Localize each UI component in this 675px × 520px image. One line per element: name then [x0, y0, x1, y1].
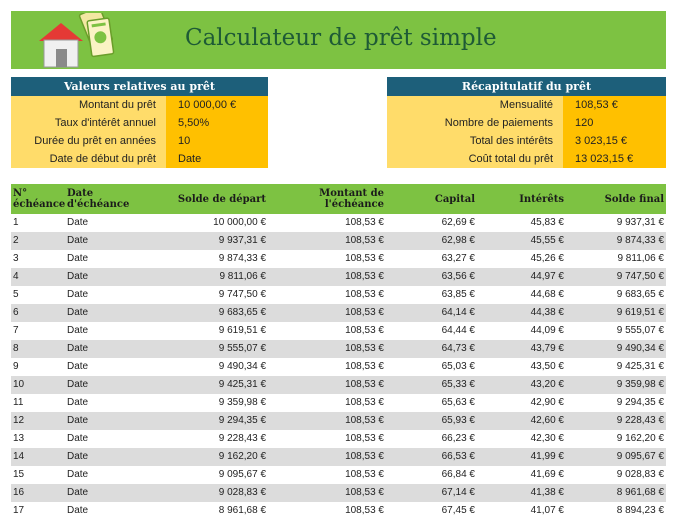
- cell-end-balance: 9 555,07 €: [616, 325, 664, 336]
- cell-interest: 45,55 €: [530, 235, 564, 246]
- cell-due-date: Date: [67, 253, 89, 264]
- cell-principal: 66,53 €: [441, 451, 475, 462]
- cell-due-date: Date: [67, 289, 89, 300]
- cell-due-date: Date: [67, 325, 89, 336]
- table-row: [11, 304, 666, 322]
- cell-payment-amount: 108,53 €: [345, 289, 384, 300]
- cell-end-balance: 9 359,98 €: [616, 379, 664, 390]
- cell-end-balance: 9 425,31 €: [616, 361, 664, 372]
- total-cost-label: Coût total du prêt: [387, 150, 563, 168]
- cell-start-balance: 9 619,51 €: [218, 325, 266, 336]
- loan-term-label: Durée du prêt en années: [11, 132, 166, 150]
- cell-interest: 43,20 €: [530, 379, 564, 390]
- table-row: [11, 286, 666, 304]
- table-row: [11, 412, 666, 430]
- cell-start-balance: 9 294,35 €: [218, 415, 266, 426]
- cell-payment-amount: 108,53 €: [345, 361, 384, 372]
- cell-payment-number: 7: [13, 325, 19, 336]
- cell-due-date: Date: [67, 487, 89, 498]
- cell-due-date: Date: [67, 469, 89, 480]
- start-date-row: [11, 150, 268, 168]
- cell-start-balance: 9 490,34 €: [218, 361, 266, 372]
- cell-payment-number: 11: [13, 397, 24, 408]
- cell-payment-amount: 108,53 €: [345, 505, 384, 516]
- cell-interest: 42,60 €: [530, 415, 564, 426]
- cell-payment-number: 6: [13, 307, 19, 318]
- header-banner: [11, 11, 666, 69]
- cell-due-date: Date: [67, 397, 89, 408]
- cell-interest: 42,30 €: [530, 433, 564, 444]
- loan-term-row: [11, 132, 268, 150]
- cell-interest: 44,38 €: [530, 307, 564, 318]
- header-end-balance: Solde final: [604, 193, 664, 205]
- cell-payment-amount: 108,53 €: [345, 253, 384, 264]
- cell-start-balance: 9 811,06 €: [219, 271, 266, 282]
- table-row: [11, 322, 666, 340]
- cell-end-balance: 9 747,50 €: [616, 271, 664, 282]
- cell-interest: 41,69 €: [530, 469, 564, 480]
- total-cost-value: 13 023,15 €: [563, 150, 666, 168]
- cell-end-balance: 9 228,43 €: [616, 415, 664, 426]
- cell-due-date: Date: [67, 343, 89, 354]
- cell-payment-number: 12: [13, 415, 25, 426]
- header-due-date: Date d'échéance: [67, 188, 130, 210]
- interest-rate-row: [11, 114, 268, 132]
- total-cost-row: [387, 150, 666, 168]
- cell-end-balance: 8 894,23 €: [616, 505, 664, 516]
- cell-payment-number: 10: [13, 379, 25, 390]
- cell-payment-number: 8: [13, 343, 19, 354]
- cell-payment-number: 9: [13, 361, 19, 372]
- start-date-input[interactable]: Date: [166, 150, 268, 168]
- cell-start-balance: 9 028,83 €: [218, 487, 266, 498]
- cell-due-date: Date: [67, 451, 89, 462]
- cell-payment-amount: 108,53 €: [345, 415, 384, 426]
- cell-interest: 45,26 €: [530, 253, 564, 264]
- cell-start-balance: 9 747,50 €: [218, 289, 266, 300]
- cell-start-balance: 9 874,33 €: [218, 253, 266, 264]
- cell-principal: 65,93 €: [441, 415, 475, 426]
- cell-end-balance: 8 961,68 €: [616, 487, 664, 498]
- house-money-icon: [33, 13, 115, 69]
- table-header: [11, 184, 666, 214]
- cell-payment-amount: 108,53 €: [345, 469, 384, 480]
- loan-amount-row: [11, 96, 268, 114]
- cell-payment-number: 17: [13, 505, 25, 516]
- cell-principal: 65,33 €: [441, 379, 475, 390]
- cell-start-balance: 8 961,68 €: [218, 505, 266, 516]
- cell-payment-number: 14: [13, 451, 25, 462]
- cell-end-balance: 9 095,67 €: [616, 451, 664, 462]
- table-row: [11, 484, 666, 502]
- cell-payment-amount: 108,53 €: [345, 379, 384, 390]
- cell-due-date: Date: [67, 307, 89, 318]
- loan-term-input[interactable]: 10: [166, 132, 268, 150]
- cell-interest: 43,79 €: [530, 343, 564, 354]
- cell-end-balance: 9 162,20 €: [616, 433, 664, 444]
- monthly-payment-value: 108,53 €: [563, 96, 666, 114]
- cell-payment-number: 5: [13, 289, 19, 300]
- monthly-payment-label: Mensualité: [387, 96, 563, 114]
- cell-principal: 66,23 €: [441, 433, 475, 444]
- cell-interest: 41,07 €: [530, 505, 564, 516]
- cell-interest: 42,90 €: [530, 397, 564, 408]
- cell-payment-amount: 108,53 €: [345, 451, 384, 462]
- header-payment-amount: Montant de l'échéance: [319, 188, 384, 210]
- table-row: [11, 394, 666, 412]
- header-principal: Capital: [434, 193, 475, 205]
- table-row: [11, 340, 666, 358]
- cell-start-balance: 9 228,43 €: [218, 433, 266, 444]
- cell-end-balance: 9 937,31 €: [616, 217, 664, 228]
- cell-payment-number: 2: [13, 235, 19, 246]
- cell-start-balance: 9 555,07 €: [218, 343, 266, 354]
- cell-payment-amount: 108,53 €: [345, 235, 384, 246]
- cell-payment-amount: 108,53 €: [345, 343, 384, 354]
- table-row: [11, 232, 666, 250]
- cell-due-date: Date: [67, 217, 89, 228]
- cell-principal: 64,44 €: [441, 325, 475, 336]
- loan-amount-input[interactable]: 10 000,00 €: [166, 96, 268, 114]
- cell-start-balance: 9 095,67 €: [218, 469, 266, 480]
- cell-principal: 62,98 €: [441, 235, 475, 246]
- cell-start-balance: 10 000,00 €: [213, 217, 266, 228]
- cell-interest: 44,09 €: [530, 325, 564, 336]
- cell-principal: 63,27 €: [441, 253, 475, 264]
- table-row: [11, 430, 666, 448]
- payment-count-row: [387, 114, 666, 132]
- cell-payment-amount: 108,53 €: [345, 433, 384, 444]
- cell-end-balance: 9 294,35 €: [616, 397, 664, 408]
- cell-end-balance: 9 490,34 €: [616, 343, 664, 354]
- payment-count-value: 120: [563, 114, 666, 132]
- table-row: [11, 502, 666, 520]
- header-payment-number-line2: échéance: [13, 199, 66, 210]
- cell-principal: 65,03 €: [441, 361, 475, 372]
- header-payment-number-line1: N°: [13, 188, 28, 199]
- cell-start-balance: 9 937,31 €: [218, 235, 266, 246]
- cell-principal: 64,73 €: [441, 343, 475, 354]
- table-row: [11, 358, 666, 376]
- cell-due-date: Date: [67, 415, 89, 426]
- cell-payment-amount: 108,53 €: [345, 325, 384, 336]
- cell-end-balance: 9 874,33 €: [616, 235, 664, 246]
- cell-interest: 44,97 €: [530, 271, 564, 282]
- cell-payment-number: 1: [13, 217, 19, 228]
- cell-end-balance: 9 683,65 €: [616, 289, 664, 300]
- table-row: [11, 448, 666, 466]
- cell-due-date: Date: [67, 271, 89, 282]
- cell-payment-amount: 108,53 €: [345, 271, 384, 282]
- cell-payment-number: 3: [13, 253, 19, 264]
- cell-due-date: Date: [67, 433, 89, 444]
- cell-principal: 66,84 €: [441, 469, 475, 480]
- table-row: [11, 376, 666, 394]
- header-start-balance: Solde de départ: [177, 193, 266, 205]
- cell-interest: 45,83 €: [530, 217, 564, 228]
- cell-principal: 63,56 €: [441, 271, 475, 282]
- loan-amount-label: Montant du prêt: [11, 96, 166, 114]
- cell-end-balance: 9 028,83 €: [616, 469, 664, 480]
- interest-rate-input[interactable]: 5,50%: [166, 114, 268, 132]
- total-interest-label: Total des intérêts: [387, 132, 563, 150]
- cell-due-date: Date: [67, 235, 89, 246]
- cell-start-balance: 9 162,20 €: [218, 451, 266, 462]
- cell-interest: 43,50 €: [530, 361, 564, 372]
- cell-principal: 65,63 €: [441, 397, 475, 408]
- cell-payment-number: 4: [13, 271, 19, 282]
- table-row: [11, 466, 666, 484]
- header-interest: Intérêts: [519, 193, 564, 205]
- cell-interest: 44,68 €: [530, 289, 564, 300]
- cell-payment-amount: 108,53 €: [345, 487, 384, 498]
- cell-principal: 67,14 €: [441, 487, 475, 498]
- cell-start-balance: 9 683,65 €: [218, 307, 266, 318]
- monthly-payment-row: [387, 96, 666, 114]
- cell-start-balance: 9 359,98 €: [218, 397, 266, 408]
- table-body: [11, 214, 666, 520]
- cell-payment-amount: 108,53 €: [345, 217, 384, 228]
- total-interest-value: 3 023,15 €: [563, 132, 666, 150]
- loan-summary-heading: Récapitulatif du prêt: [387, 77, 666, 96]
- table-row: [11, 250, 666, 268]
- cell-interest: 41,38 €: [530, 487, 564, 498]
- amortization-table: [11, 184, 666, 520]
- start-date-label: Date de début du prêt: [11, 150, 166, 168]
- interest-rate-label: Taux d'intérêt annuel: [11, 114, 166, 132]
- payment-count-label: Nombre de paiements: [387, 114, 563, 132]
- table-row: [11, 214, 666, 232]
- loan-values-heading: Valeurs relatives au prêt: [11, 77, 268, 96]
- cell-principal: 62,69 €: [441, 217, 475, 228]
- loan-summary-panel: [387, 77, 666, 168]
- cell-end-balance: 9 619,51 €: [616, 307, 664, 318]
- cell-end-balance: 9 811,06 €: [617, 253, 664, 264]
- page-title: Calculateur de prêt simple: [185, 25, 497, 51]
- cell-payment-amount: 108,53 €: [345, 307, 384, 318]
- cell-due-date: Date: [67, 505, 89, 516]
- cell-due-date: Date: [67, 379, 89, 390]
- cell-principal: 67,45 €: [441, 505, 475, 516]
- cell-payment-amount: 108,53 €: [345, 397, 384, 408]
- cell-start-balance: 9 425,31 €: [218, 379, 266, 390]
- cell-due-date: Date: [67, 361, 89, 372]
- cell-payment-number: 16: [13, 487, 25, 498]
- loan-values-panel: [11, 77, 268, 168]
- header-payment-number: [11, 184, 67, 214]
- cell-interest: 41,99 €: [530, 451, 564, 462]
- cell-payment-number: 15: [13, 469, 25, 480]
- cell-principal: 63,85 €: [441, 289, 475, 300]
- table-row: [11, 268, 666, 286]
- cell-principal: 64,14 €: [441, 307, 475, 318]
- total-interest-row: [387, 132, 666, 150]
- cell-payment-number: 13: [13, 433, 25, 444]
